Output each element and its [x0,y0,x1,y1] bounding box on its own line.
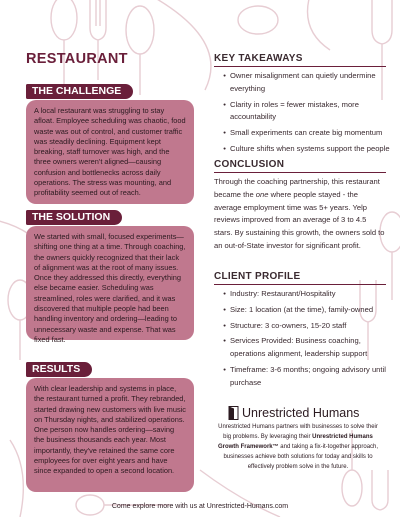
challenge-box [26,100,194,204]
conclusion-text-part: Through the coaching partnership, this restaurant became the [214,177,380,199]
challenge-text: A local restaurant was struggling to stay afloat. Employee scheduling was chaotic, food waste was out of control, and customer traffic was steadily declining. Equipment kept breaking, staff turnover was high, and the three owners weren't aligned—causing confusion and bottlenecks across daily operations. The stress was mounting, and profitability seemed out of reach. [34,106,186,198]
list-item: • Services Provided: Business coaching, operations alignment, leadership support [228,335,398,361]
brand-about [216,422,380,472]
list-item: • Timeframe: 3-6 months; ongoing advisory until purchase [228,364,398,390]
brand-about-part: Unrestricted Humans partners with businesses to solve their big problems. By leveraging their [218,424,378,441]
list-item: • Culture shifts when systems support the people [228,143,398,156]
list-item: • Small experiments can create big momentum [228,127,398,140]
page-title: RESTAURANT [26,51,128,67]
results-text: With clear leadership and systems in place, the restaurant turned a profit. They rebranded, started drawing new customers with live music on Thursday nights, and stabilized operations. One person now handles ordering—saving the business thousands each year. Most importantly, they've retained the same core employees for over eight years and have since expanded to open a second location. [34,384,186,476]
list-item: • Owner misalignment can quietly undermine everything [228,70,398,96]
solution-text: We started with small, focused experiments—shifting one thing at a time. Through coaching, the owners quickly recognized that their lack of alignment was at the root of many issues. Once they addressed this directly, everything else became easier. Scheduling was streamlined, roles were clarified, and it was discovered that multiple people had been handling inventory and ordering—leading to unnecessary waste and expense. That was fixed fast. [34,232,186,344]
profile-list [216,288,398,393]
door-icon [228,406,240,420]
conclusion-text [214,176,386,253]
conclusion-heading: CONCLUSION [214,159,285,170]
conclusion-rule [214,172,386,173]
takeaways-heading: KEY TAKEAWAYS [214,53,303,64]
solution-heading: THE SOLUTION [26,210,122,225]
results-heading: RESULTS [26,362,92,377]
list-item: • Size: 1 location (at the time), family-owned [228,304,398,317]
list-item: • Clarity in roles = fewer mistakes, more accountability [228,99,398,125]
brand-name: Unrestricted Humans [242,406,360,420]
brand-logo [228,406,359,420]
conclusion-emphasis: one [255,189,269,199]
challenge-heading: THE CHALLENGE [26,84,133,99]
takeaways-rule [214,66,386,67]
list-item: • Industry: Restaurant/Hospitality [228,288,398,301]
profile-rule [214,284,386,285]
footer-link[interactable]: Come explore more with us at Unrestricted-Humans.com [111,503,289,510]
results-box [26,378,194,492]
brand-about-part: and taking a fix-it-together approach, businesses achieve both solutions for today and skills to effectively problem solve in the future. [223,444,379,471]
conclusion-text-part: where people stayed - the average employment time was 5+ years. Yelp reviews improved from an average of 3 to 4.5 stars. By sustaining this growth, the owners sold to an out-of-State investor for significant profit. [214,189,385,250]
brand-framework: Unrestricted Humans Growth Framework™ [217,434,373,451]
profile-heading: CLIENT PROFILE [214,271,301,282]
takeaways-list [216,70,398,159]
list-item: • Structure: 3 co-owners, 15-20 staff [228,320,398,333]
solution-box [26,226,194,344]
